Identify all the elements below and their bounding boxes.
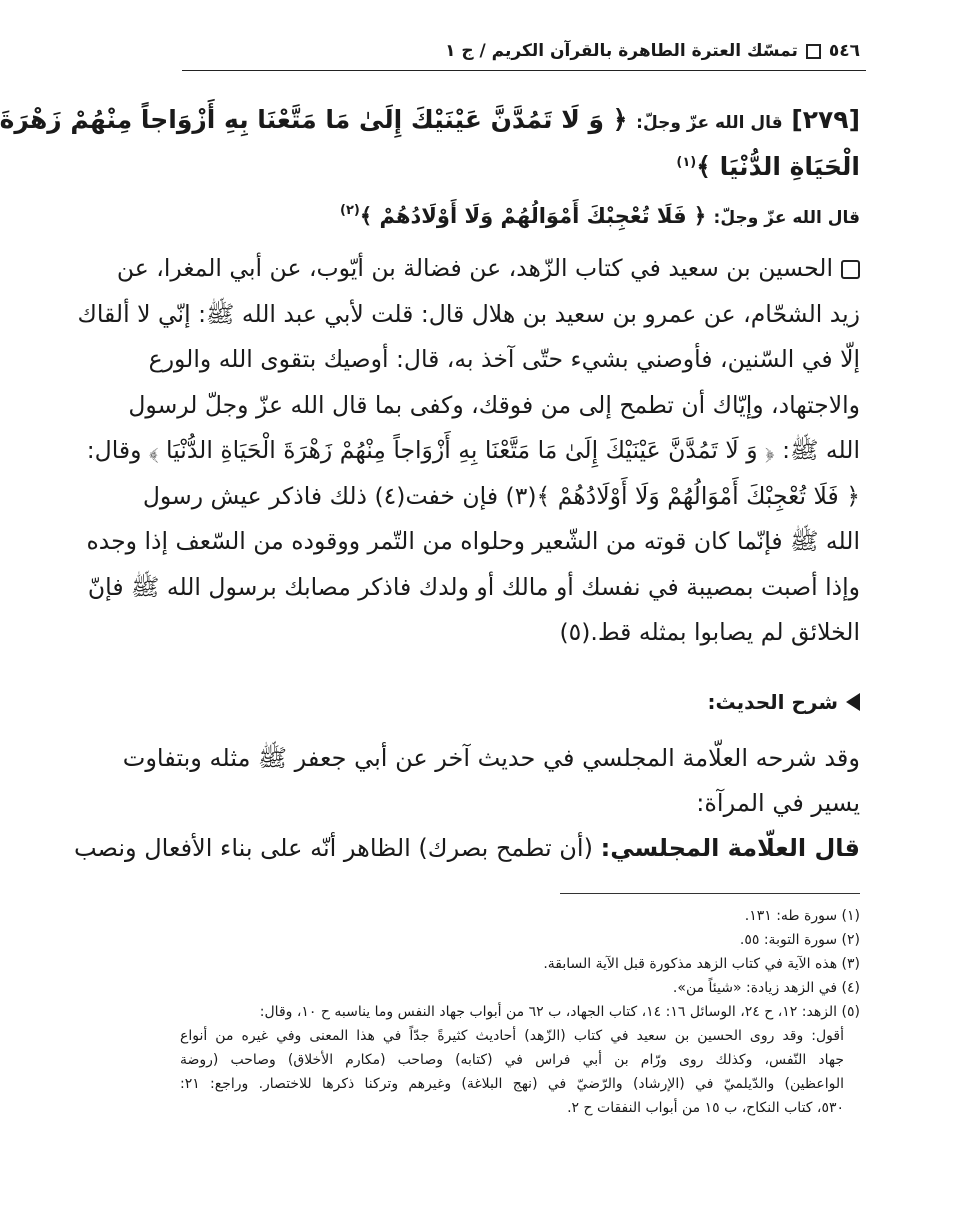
triangle-marker-icon (846, 693, 860, 711)
hadith-line: الحسين بن سعيد في كتاب الزّهد، عن فضالة بن أيّوب، عن أبي المغرا، عن (180, 246, 860, 292)
verse-line-2 (180, 145, 860, 194)
footnote: جهاد النّفس، وكذلك روى ورّام بن أبي فراس في (كتابه) وصاحب (مكارم الأخلاق) وصاحب (روضة (180, 1052, 844, 1068)
section-title: شرح الحديث: (707, 690, 838, 714)
footnote: (٤) في الزهد زيادة: «شيئاً من». (672, 980, 860, 996)
footnote: ٥٣٠، كتاب النكاح، ب ١٥ من أبواب النفقات ح ٢. (567, 1100, 844, 1116)
hadith-marker-icon (841, 260, 860, 279)
footnote-divider (560, 893, 860, 894)
verse-number: [٢٧٩] (791, 105, 860, 134)
verse-block (0, 98, 860, 242)
section-heading (708, 690, 861, 714)
footnotes (180, 904, 860, 1120)
hadith-line: والاجتهاد، وإيّاك أن تطمح إلى من فوقك، وكفى بما قال الله عزّ وجلّ لرسول (128, 390, 860, 419)
verse-text: ﴿ وَ لَا تَمُدَّنَّ عَيْنَيْكَ إِلَىٰ مَا مَتَّعْنَا بِهِ أَزْوَاجاً مِنْهُمْ زَهْرَةَ (0, 105, 628, 134)
verse-label: قال الله عزّ وجلّ: (713, 208, 860, 228)
hadith-line: زيد الشحّام، عن عمرو بن سعيد بن هلال قال: قلت لأبي عبد الله ﷺ: إنّي لا ألقاك (77, 299, 860, 328)
verse-line-3 (180, 194, 860, 242)
page-number: ٥٤٦ (828, 41, 860, 61)
footnote: (١) سورة طه: ١٣١. (744, 908, 860, 924)
footnote: (٣) هذه الآية في كتاب الزهد مذكورة قبل الآية السابقة. (543, 956, 860, 972)
footnote-ref: (٢) (340, 203, 360, 218)
hadith-line: وإذا أصبت بمصيبة في نفسك أو مالك أو ولدك فاذكر مصابك برسول الله ﷺ فإنّ (87, 572, 860, 601)
hadith-line: الله ﷺ فإنّما كان قوته من الشّعير وحلواه من التّمر ووقوده من السّعف إذا وجده (86, 527, 860, 555)
book-title: تمسّك العترة الطاهرة بالقرآن الكريم / ج ١ (445, 41, 798, 61)
footnote: أقول: وقد روى الحسين بن سعيد في كتاب (الزّهد) أحاديث كثيرةً جدّاً في هذا المعنى وفي غيره من أنواع (180, 1028, 844, 1044)
footnote: الواعظين) والدّيلميّ في (الإرشاد) والرّضيّ في (نهج البلاغة) وغيرهم وتركنا ذكرها للاختصار. وراجع: ٢١: (180, 1076, 844, 1092)
verse-text: الْحَيَاةِ الدُّنْيَا ﴾ (696, 152, 860, 181)
verse-label: قال الله عزّ وجلّ: (636, 113, 783, 133)
commentary-line: قال العلّامة المجلسي: (أن تطمح بصرك) الظاهر أنّه على بناء الأفعال ونصب (73, 834, 860, 862)
verse-text: ﴿ فَلَا تُعْجِبْكَ أَمْوَالُهُمْ وَلَا أَوْلَادُهُمْ ﴾ (359, 204, 707, 228)
hadith-text (77, 246, 860, 656)
commentary-text (73, 736, 860, 871)
footnote: (٢) سورة التوبة: ٥٥. (739, 932, 860, 948)
hadith-line: الخلائق لم يصابوا بمثله قط.(٥) (559, 618, 860, 646)
running-header (188, 34, 860, 68)
square-ornament-icon (806, 44, 821, 59)
verse-line-1 (0, 98, 860, 145)
scholar-name: قال العلّامة المجلسي: (600, 834, 860, 862)
hadith-line: ﴿ فَلَا تُعْجِبْكَ أَمْوَالُهُمْ وَلَا أَوْلَادُهُمْ ﴾(٣) فإن خفت(٤) ذلك فاذكر عيش رسول (142, 481, 860, 510)
footnote-ref: (١) (676, 155, 697, 170)
hadith-line: الله ﷺ: ﴿ وَ لَا تَمُدَّنَّ عَيْنَيْكَ إِلَىٰ مَا مَتَّعْنَا بِهِ أَزْوَاجاً مِنْهُمْ زَهْرَةَ الْحَيَاةِ الدُّنْيَا ﴾ وقال: (86, 436, 860, 464)
header-divider (182, 70, 866, 71)
commentary-line: يسير في المرآة: (696, 789, 860, 817)
hadith-line: إلّا في السّنين، فأوصني بشيء حتّى آخذ به، قال: أوصيك بتقوى الله والورع (148, 345, 860, 373)
footnote: (٥) الزهد: ١٢، ح ٢٤، الوسائل ١٦: ١٤، كتاب الجهاد، ب ٦٢ من أبواب جهاد النفس وما يناسبه ح ١٠، وقال: (259, 1004, 860, 1020)
commentary-line: وقد شرحه العلّامة المجلسي في حديث آخر عن أبي جعفر ﷺ مثله وبتفاوت (122, 744, 860, 772)
